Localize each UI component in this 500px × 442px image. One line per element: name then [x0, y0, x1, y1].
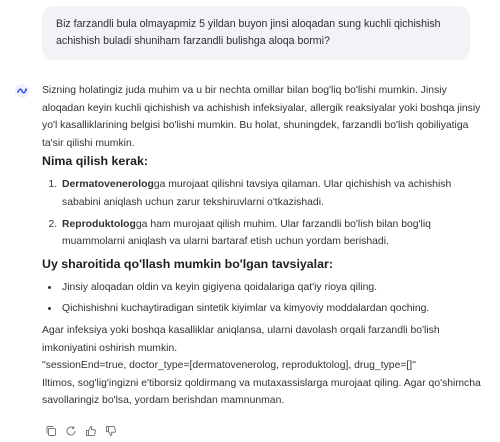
step-bold: Reproduktolog — [62, 218, 136, 230]
steps-list — [42, 176, 482, 250]
assistant-after-text: Agar infeksiya yoki boshqa kasalliklar aniqlansa, ularni davolash orqali farzandli bo'lish imkoniyatini oshirish mumkin. — [42, 324, 440, 354]
step-text: ga murojaat qilishni tavsiya qilaman. Ular qichishish va achishish sababini aniqlash uchun zarur tekshiruvlarni o'tkazishadi. — [62, 179, 452, 208]
assistant-closing: Iltimos, sog'lig'ingizni e'tiborsiz qoldirmang va mutaxassislarga murojaat qiling. Agar qo'shimcha savollaringiz bo'lsa, yordam berishdan mamnunman. — [42, 377, 481, 407]
assistant-avatar-icon — [14, 83, 30, 99]
heading-next-steps: Nima qilish kerak: — [42, 154, 149, 169]
thumbs-down-icon[interactable] — [104, 424, 117, 437]
regenerate-icon[interactable] — [64, 424, 77, 437]
step-text: ga ham murojaat qilish muhim. Ular farzandli bo'lish bilan bog'liq muammolarni aniqlash va ularni bartaraf etish uchun yordam berishadi. — [62, 218, 431, 248]
tips-list — [42, 279, 482, 318]
assistant-intro: Sizning holatingiz juda muhim va u bir nechta omillar bilan bog'liq bo'lishi mumkin. Jinsiy aloqadan keyin kuchli qichishish va achishish infeksiyalar, allergik reaksiyalar yoki boshqa jinsiy yo'l kasalliklarining belgisi bo'lishi mumkin. Bu holat, shuningdek, farzandli bo'lish qobiliyatiga ta'sir qilishi mumkin. — [42, 85, 481, 149]
thumbs-up-icon[interactable] — [84, 424, 97, 437]
assistant-message — [42, 82, 482, 410]
heading-home-tips: Uy sharoitida qo'llash mumkin bo'lgan tavsiyalar: — [42, 256, 333, 271]
message-actions — [44, 424, 117, 437]
list-item: • Jinsiy aloqadan oldin va keyin gigiyena qoidalariga qat'iy rioya qiling. — [60, 279, 482, 297]
list-item — [60, 176, 482, 211]
list-item — [60, 216, 482, 251]
user-message-bubble — [42, 6, 470, 60]
step-bold: Dermatovenerolog — [62, 179, 154, 191]
copy-icon[interactable] — [44, 424, 57, 437]
list-item: • Qichishishni kuchaytiradigan sintetik kiyimlar va kimyoviy moddalardan qoching. — [60, 300, 482, 318]
session-code-line: "sessionEnd=true, doctor_type=[dermatovenerolog, reproduktolog], drug_type=[]" — [42, 360, 416, 372]
user-message-text: Biz farzandli bula olmayapmiz 5 yildan buyon jinsi aloqadan sung kuchli qichishish achishish buladi shuniham farzandli bulishga aloqa bormi? — [56, 18, 441, 47]
